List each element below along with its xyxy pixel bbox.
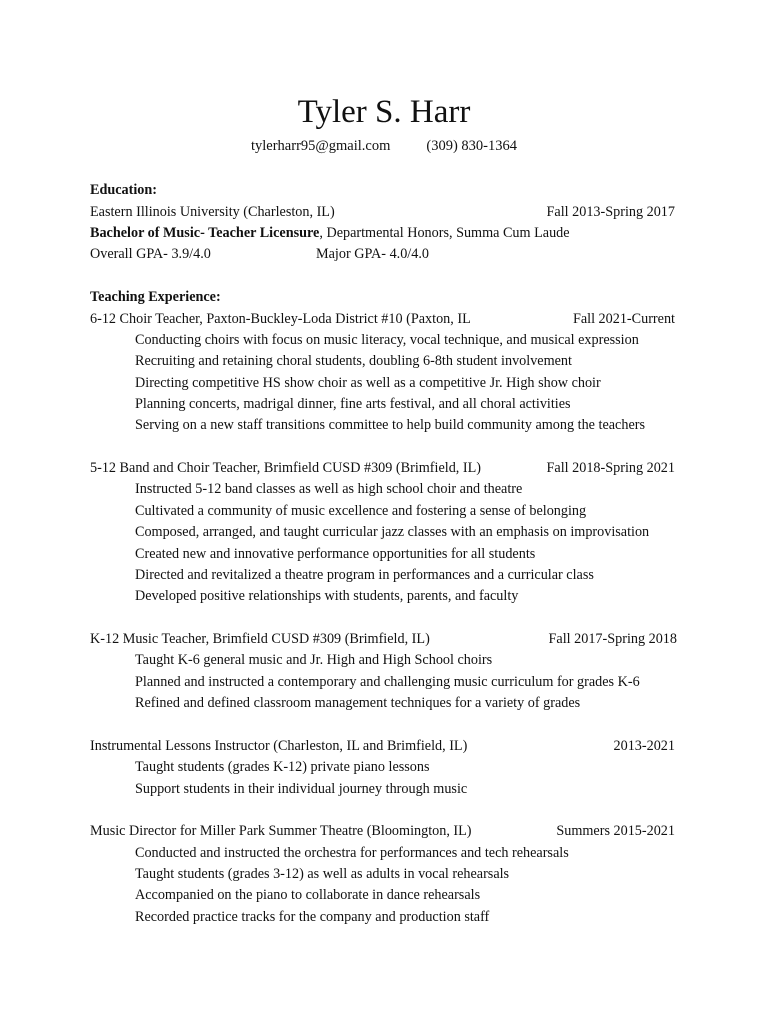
- job-bullet: Accompanied on the piano to collaborate in dance rehearsals: [135, 887, 481, 903]
- job-title: 6-12 Choir Teacher, Paxton-Buckley-Loda District #10 (Paxton, IL: [90, 311, 471, 327]
- degree-honors: , Departmental Honors, Summa Cum Laude: [319, 225, 570, 241]
- job-bullet: Planning concerts, madrigal dinner, fine arts festival, and all choral activities: [135, 396, 571, 412]
- job-dates: Summers 2015-2021: [556, 823, 675, 839]
- school-name: Eastern Illinois University (Charleston, IL): [90, 204, 335, 220]
- job-title: K-12 Music Teacher, Brimfield CUSD #309 (Brimfield, IL): [90, 631, 430, 647]
- degree-name: Bachelor of Music- Teacher Licensure: [90, 225, 320, 241]
- job-title: Music Director for Miller Park Summer Theatre (Bloomington, IL): [90, 823, 472, 839]
- job-dates: Fall 2017-Spring 2018: [548, 631, 677, 647]
- job-bullet: Taught K-6 general music and Jr. High and High School choirs: [135, 652, 493, 668]
- job-bullet: Composed, arranged, and taught curricular jazz classes with an emphasis on improvisation: [135, 524, 650, 540]
- contact-line: [0, 137, 768, 155]
- email-text: tylerharr95@gmail.com: [250, 138, 391, 154]
- job-dates: Fall 2021-Current: [572, 311, 675, 327]
- job-bullet: Taught students (grades K-12) private piano lessons: [135, 759, 430, 775]
- job-bullet: Conducting choirs with focus on music literacy, vocal technique, and musical expression: [135, 332, 639, 348]
- major-gpa: Major GPA- 4.0/4.0: [316, 246, 429, 262]
- job-title: 5-12 Band and Choir Teacher, Brimfield CUSD #309 (Brimfield, IL): [90, 460, 482, 476]
- job-bullet: Conducted and instructed the orchestra for performances and tech rehearsals: [135, 845, 569, 861]
- job-bullet: Directed and revitalized a theatre program in performances and a curricular class: [135, 567, 594, 583]
- job-bullet: Recruiting and retaining choral students, doubling 6-8th student involvement: [135, 353, 572, 369]
- job-bullet: Planned and instructed a contemporary and challenging music curriculum for grades K-6: [135, 674, 640, 690]
- job-dates: 2013-2021: [613, 738, 675, 754]
- job-bullet: Support students in their individual journey through music: [135, 781, 468, 797]
- school-dates: Fall 2013-Spring 2017: [546, 204, 675, 220]
- experience-heading: Teaching Experience:: [90, 289, 221, 305]
- job-title: Instrumental Lessons Instructor (Charleston, IL and Brimfield, IL): [90, 738, 468, 754]
- job-bullet: Directing competitive HS show choir as well as a competitive Jr. High show choir: [135, 375, 601, 391]
- job-bullet: Refined and defined classroom management techniques for a variety of grades: [135, 695, 581, 711]
- resume-name: Tyler S. Harr: [297, 94, 471, 130]
- job-dates: Fall 2018-Spring 2021: [546, 460, 675, 476]
- job-bullet: Recorded practice tracks for the company and production staff: [135, 909, 490, 925]
- overall-gpa: Overall GPA- 3.9/4.0: [90, 246, 211, 262]
- job-bullet: Developed positive relationships with students, parents, and faculty: [135, 588, 519, 604]
- job-bullet: Cultivated a community of music excellence and fostering a sense of belonging: [135, 503, 587, 519]
- degree-line: [90, 224, 570, 242]
- job-bullet: Instructed 5-12 band classes as well as high school choir and theatre: [135, 481, 523, 497]
- job-bullet: Taught students (grades 3-12) as well as adults in vocal rehearsals: [135, 866, 510, 882]
- education-heading: Education:: [90, 182, 158, 198]
- job-bullet: Serving on a new staff transitions committee to help build community among the teachers: [135, 417, 645, 433]
- phone-text: (309) 830-1364: [426, 138, 517, 154]
- job-bullet: Created new and innovative performance opportunities for all students: [135, 546, 536, 562]
